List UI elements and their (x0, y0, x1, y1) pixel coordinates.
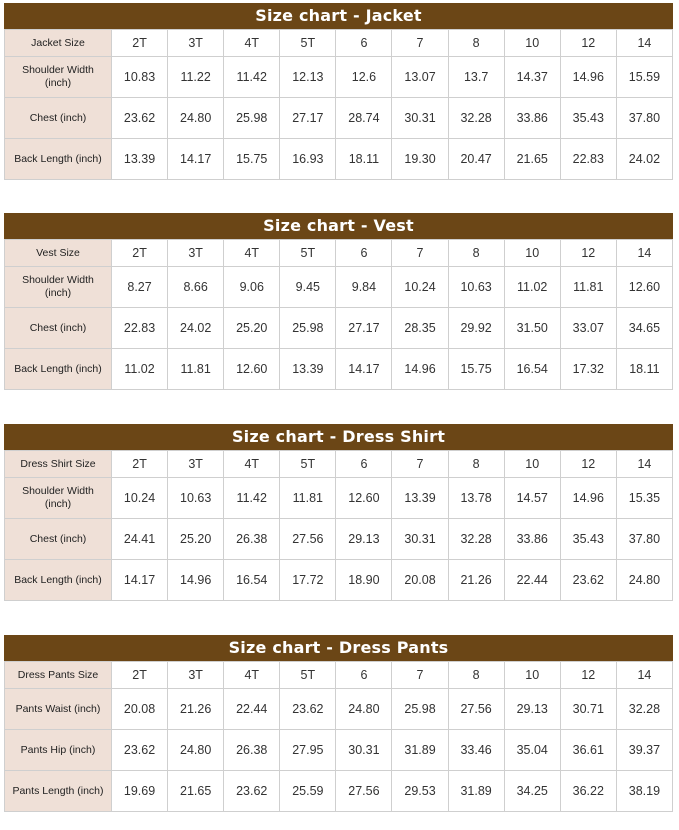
measurement-cell: 24.80 (168, 730, 224, 771)
measurement-cell: 24.02 (168, 308, 224, 349)
size-cell: 14 (616, 30, 672, 57)
measurement-cell: 12.60 (616, 267, 672, 308)
size-table (4, 29, 673, 180)
size-cell: 4T (224, 240, 280, 267)
size-cell: 7 (392, 30, 448, 57)
measurement-cell: 14.17 (168, 139, 224, 180)
chart-title: Size chart - Vest (4, 213, 673, 239)
row-label: Pants Waist (inch) (5, 689, 112, 730)
size-label-cell: Vest Size (5, 240, 112, 267)
size-table (4, 661, 673, 812)
table-header-row (5, 662, 673, 689)
table-row (5, 730, 673, 771)
row-label: Shoulder Width (inch) (5, 57, 112, 98)
size-cell: 6 (336, 662, 392, 689)
measurement-cell: 35.43 (560, 519, 616, 560)
measurement-cell: 25.20 (224, 308, 280, 349)
table-row (5, 139, 673, 180)
measurement-cell: 27.56 (336, 771, 392, 812)
measurement-cell: 12.13 (280, 57, 336, 98)
chart-title: Size chart - Dress Shirt (4, 424, 673, 450)
size-cell: 3T (168, 240, 224, 267)
size-label-cell: Jacket Size (5, 30, 112, 57)
measurement-cell: 14.96 (168, 560, 224, 601)
measurement-cell: 10.24 (112, 478, 168, 519)
size-cell: 3T (168, 662, 224, 689)
measurement-cell: 22.44 (504, 560, 560, 601)
measurement-cell: 23.62 (112, 730, 168, 771)
measurement-cell: 25.59 (280, 771, 336, 812)
measurement-cell: 15.35 (616, 478, 672, 519)
measurement-cell: 28.74 (336, 98, 392, 139)
size-cell: 2T (112, 451, 168, 478)
measurement-cell: 22.44 (224, 689, 280, 730)
size-cell: 14 (616, 451, 672, 478)
measurement-cell: 13.07 (392, 57, 448, 98)
measurement-cell: 27.95 (280, 730, 336, 771)
chart-title: Size chart - Dress Pants (4, 635, 673, 661)
measurement-cell: 13.39 (112, 139, 168, 180)
measurement-cell: 22.83 (560, 139, 616, 180)
measurement-cell: 26.38 (224, 730, 280, 771)
size-table (4, 450, 673, 601)
measurement-cell: 14.17 (336, 349, 392, 390)
measurement-cell: 9.84 (336, 267, 392, 308)
measurement-cell: 13.78 (448, 478, 504, 519)
size-cell: 4T (224, 451, 280, 478)
measurement-cell: 10.63 (448, 267, 504, 308)
size-cell: 5T (280, 662, 336, 689)
measurement-cell: 21.65 (504, 139, 560, 180)
measurement-cell: 11.42 (224, 478, 280, 519)
size-label-cell: Dress Pants Size (5, 662, 112, 689)
row-label: Back Length (inch) (5, 560, 112, 601)
size-cell: 12 (560, 240, 616, 267)
measurement-cell: 31.89 (448, 771, 504, 812)
measurement-cell: 30.31 (392, 519, 448, 560)
measurement-cell: 29.13 (336, 519, 392, 560)
measurement-cell: 27.56 (280, 519, 336, 560)
measurement-cell: 24.41 (112, 519, 168, 560)
measurement-cell: 25.98 (224, 98, 280, 139)
measurement-cell: 11.02 (112, 349, 168, 390)
measurement-cell: 13.39 (392, 478, 448, 519)
measurement-cell: 15.75 (224, 139, 280, 180)
row-label: Shoulder Width (inch) (5, 478, 112, 519)
size-cell: 12 (560, 451, 616, 478)
measurement-cell: 23.62 (280, 689, 336, 730)
row-label: Pants Length (inch) (5, 771, 112, 812)
measurement-cell: 23.62 (224, 771, 280, 812)
measurement-cell: 38.19 (616, 771, 672, 812)
size-cell: 12 (560, 662, 616, 689)
table-header-row (5, 30, 673, 57)
measurement-cell: 37.80 (616, 98, 672, 139)
measurement-cell: 14.96 (560, 478, 616, 519)
size-cell: 10 (504, 240, 560, 267)
measurement-cell: 36.61 (560, 730, 616, 771)
row-label: Back Length (inch) (5, 139, 112, 180)
size-label-cell: Dress Shirt Size (5, 451, 112, 478)
measurement-cell: 27.17 (336, 308, 392, 349)
measurement-cell: 14.17 (112, 560, 168, 601)
table-row (5, 560, 673, 601)
measurement-cell: 18.90 (336, 560, 392, 601)
measurement-cell: 32.28 (448, 519, 504, 560)
measurement-cell: 30.31 (392, 98, 448, 139)
size-cell: 8 (448, 240, 504, 267)
row-label: Shoulder Width (inch) (5, 267, 112, 308)
row-label: Pants Hip (inch) (5, 730, 112, 771)
measurement-cell: 29.53 (392, 771, 448, 812)
measurement-cell: 19.69 (112, 771, 168, 812)
measurement-cell: 15.75 (448, 349, 504, 390)
measurement-cell: 15.59 (616, 57, 672, 98)
measurement-cell: 18.11 (616, 349, 672, 390)
measurement-cell: 24.02 (616, 139, 672, 180)
measurement-cell: 27.17 (280, 98, 336, 139)
measurement-cell: 12.6 (336, 57, 392, 98)
measurement-cell: 29.92 (448, 308, 504, 349)
measurement-cell: 18.11 (336, 139, 392, 180)
size-cell: 7 (392, 451, 448, 478)
table-row (5, 98, 673, 139)
measurement-cell: 21.65 (168, 771, 224, 812)
size-cell: 14 (616, 662, 672, 689)
size-cell: 3T (168, 451, 224, 478)
row-label: Chest (inch) (5, 308, 112, 349)
measurement-cell: 11.42 (224, 57, 280, 98)
measurement-cell: 13.7 (448, 57, 504, 98)
measurement-cell: 21.26 (168, 689, 224, 730)
size-cell: 7 (392, 240, 448, 267)
size-cell: 6 (336, 451, 392, 478)
measurement-cell: 10.83 (112, 57, 168, 98)
measurement-cell: 16.93 (280, 139, 336, 180)
measurement-cell: 35.43 (560, 98, 616, 139)
size-cell: 10 (504, 30, 560, 57)
size-cell: 8 (448, 451, 504, 478)
measurement-cell: 9.45 (280, 267, 336, 308)
measurement-cell: 24.80 (336, 689, 392, 730)
size-cell: 10 (504, 662, 560, 689)
measurement-cell: 13.39 (280, 349, 336, 390)
table-row (5, 308, 673, 349)
measurement-cell: 9.06 (224, 267, 280, 308)
size-cell: 14 (616, 240, 672, 267)
measurement-cell: 10.24 (392, 267, 448, 308)
measurement-cell: 11.81 (560, 267, 616, 308)
measurement-cell: 35.04 (504, 730, 560, 771)
measurement-cell: 19.30 (392, 139, 448, 180)
row-label: Back Length (inch) (5, 349, 112, 390)
measurement-cell: 25.98 (280, 308, 336, 349)
measurement-cell: 32.28 (616, 689, 672, 730)
table-row (5, 519, 673, 560)
table-row (5, 771, 673, 812)
measurement-cell: 27.56 (448, 689, 504, 730)
measurement-cell: 11.02 (504, 267, 560, 308)
measurement-cell: 26.38 (224, 519, 280, 560)
measurement-cell: 20.08 (392, 560, 448, 601)
measurement-cell: 34.25 (504, 771, 560, 812)
size-cell: 8 (448, 30, 504, 57)
measurement-cell: 23.62 (112, 98, 168, 139)
measurement-cell: 12.60 (336, 478, 392, 519)
table-header-row (5, 240, 673, 267)
measurement-cell: 8.27 (112, 267, 168, 308)
size-cell: 2T (112, 30, 168, 57)
size-cell: 12 (560, 30, 616, 57)
table-row (5, 267, 673, 308)
size-chart-dress-shirt (4, 424, 673, 601)
size-chart-jacket (4, 3, 673, 180)
measurement-cell: 39.37 (616, 730, 672, 771)
measurement-cell: 17.72 (280, 560, 336, 601)
table-header-row (5, 451, 673, 478)
measurement-cell: 11.81 (168, 349, 224, 390)
measurement-cell: 31.50 (504, 308, 560, 349)
size-table (4, 239, 673, 390)
size-cell: 7 (392, 662, 448, 689)
measurement-cell: 25.20 (168, 519, 224, 560)
measurement-cell: 8.66 (168, 267, 224, 308)
measurement-cell: 37.80 (616, 519, 672, 560)
size-cell: 5T (280, 30, 336, 57)
measurement-cell: 33.07 (560, 308, 616, 349)
measurement-cell: 17.32 (560, 349, 616, 390)
table-row (5, 349, 673, 390)
size-cell: 10 (504, 451, 560, 478)
row-label: Chest (inch) (5, 519, 112, 560)
measurement-cell: 21.26 (448, 560, 504, 601)
measurement-cell: 14.57 (504, 478, 560, 519)
table-row (5, 57, 673, 98)
measurement-cell: 20.08 (112, 689, 168, 730)
measurement-cell: 30.31 (336, 730, 392, 771)
measurement-cell: 33.46 (448, 730, 504, 771)
table-row (5, 689, 673, 730)
measurement-cell: 34.65 (616, 308, 672, 349)
measurement-cell: 25.98 (392, 689, 448, 730)
size-cell: 3T (168, 30, 224, 57)
measurement-cell: 16.54 (504, 349, 560, 390)
size-cell: 4T (224, 662, 280, 689)
measurement-cell: 14.96 (392, 349, 448, 390)
measurement-cell: 11.81 (280, 478, 336, 519)
table-row (5, 478, 673, 519)
size-cell: 5T (280, 240, 336, 267)
measurement-cell: 31.89 (392, 730, 448, 771)
size-cell: 6 (336, 30, 392, 57)
measurement-cell: 11.22 (168, 57, 224, 98)
measurement-cell: 33.86 (504, 519, 560, 560)
measurement-cell: 29.13 (504, 689, 560, 730)
chart-title: Size chart - Jacket (4, 3, 673, 29)
measurement-cell: 14.96 (560, 57, 616, 98)
measurement-cell: 14.37 (504, 57, 560, 98)
measurement-cell: 12.60 (224, 349, 280, 390)
measurement-cell: 30.71 (560, 689, 616, 730)
measurement-cell: 32.28 (448, 98, 504, 139)
measurement-cell: 22.83 (112, 308, 168, 349)
size-cell: 5T (280, 451, 336, 478)
size-cell: 4T (224, 30, 280, 57)
size-cell: 2T (112, 662, 168, 689)
size-chart-vest (4, 213, 673, 390)
row-label: Chest (inch) (5, 98, 112, 139)
measurement-cell: 24.80 (168, 98, 224, 139)
measurement-cell: 16.54 (224, 560, 280, 601)
size-chart-dress-pants (4, 635, 673, 812)
measurement-cell: 33.86 (504, 98, 560, 139)
measurement-cell: 10.63 (168, 478, 224, 519)
measurement-cell: 20.47 (448, 139, 504, 180)
measurement-cell: 23.62 (560, 560, 616, 601)
measurement-cell: 28.35 (392, 308, 448, 349)
size-cell: 6 (336, 240, 392, 267)
size-cell: 8 (448, 662, 504, 689)
size-cell: 2T (112, 240, 168, 267)
measurement-cell: 36.22 (560, 771, 616, 812)
measurement-cell: 24.80 (616, 560, 672, 601)
